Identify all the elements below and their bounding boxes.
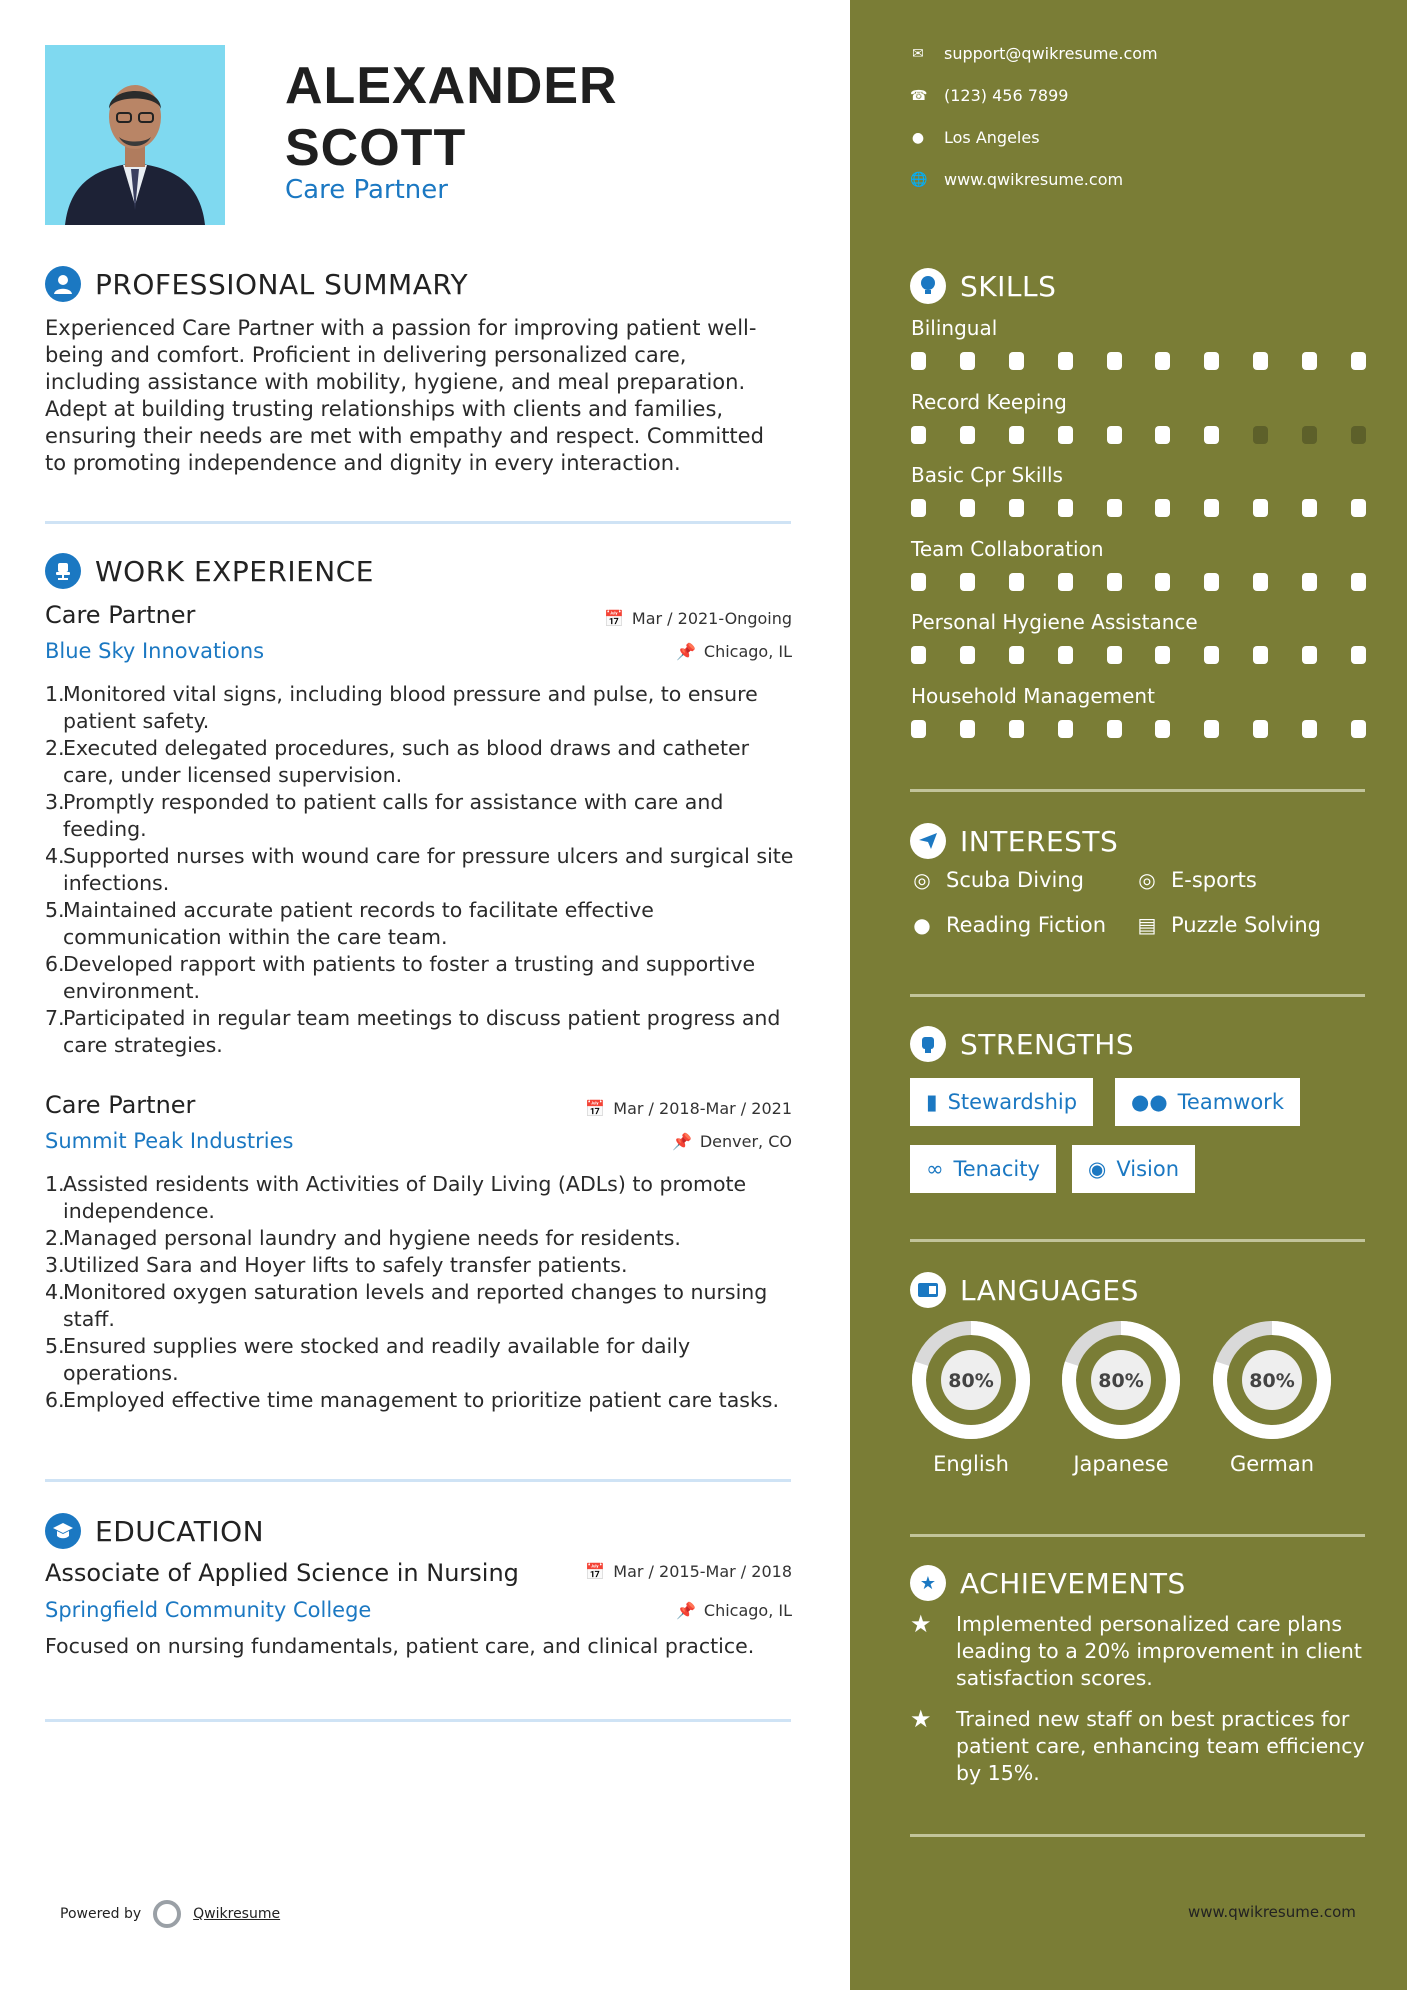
- person-portrait-image: [45, 45, 225, 225]
- education-date-text: Mar / 2015-Mar / 2018: [613, 1562, 792, 1581]
- list-item: 1. Assisted residents with Activities of Daily Living (ADLs) to promote independence.: [45, 1172, 747, 1223]
- qwikresume-logo-icon: [153, 1900, 181, 1928]
- skill-dot: [1155, 499, 1170, 517]
- contact-phone-text: (123) 456 7899: [944, 86, 1069, 105]
- strength-tag: [1072, 1145, 1195, 1193]
- experience-heading: [45, 553, 374, 589]
- skill-dot: [1107, 720, 1122, 738]
- name-line-first: ALEXANDER: [285, 57, 618, 115]
- calendar-icon: 📅: [585, 1562, 606, 1581]
- skill-dot: [1302, 646, 1317, 664]
- list-item: 4. Monitored oxygen saturation levels and reported changes to nursing staff.: [45, 1280, 768, 1331]
- name-line-last: SCOTT: [285, 119, 467, 177]
- job-location: [672, 1132, 792, 1151]
- language-name: German: [1229, 1452, 1315, 1476]
- language-item: [909, 1318, 1033, 1476]
- skill-dot: [1302, 499, 1317, 517]
- strengths-heading-text: STRENGTHS: [960, 1027, 1135, 1061]
- strength-label: Vision: [1116, 1157, 1179, 1181]
- fist-icon: [910, 1026, 946, 1062]
- skill-name: Household Management: [911, 683, 1155, 708]
- skill-dot: [960, 499, 975, 517]
- list-item: 4. Supported nurses with wound care for pressure ulcers and surgical site infections.: [45, 844, 794, 895]
- skill-dot: [1204, 646, 1219, 664]
- divider: [45, 1719, 791, 1722]
- language-gauge: [1210, 1318, 1334, 1442]
- pin-icon: 📌: [675, 1601, 696, 1620]
- profile-photo: [45, 45, 225, 225]
- skill-dot: [1253, 573, 1268, 591]
- strength-label: Teamwork: [1177, 1090, 1284, 1114]
- candidate-title: Care Partner: [285, 175, 448, 205]
- skill-dot: [911, 720, 926, 738]
- job-location: [676, 642, 792, 661]
- divider: [910, 994, 1365, 997]
- life-ring-icon: ◎: [913, 868, 931, 892]
- skill-dot: [1009, 499, 1024, 517]
- language-percent: 80%: [948, 1370, 994, 1392]
- skill-dot: [1009, 426, 1024, 444]
- job-bullets: [45, 681, 800, 1059]
- calendar-icon: 📅: [603, 609, 624, 628]
- skills-heading-text: SKILLS: [960, 269, 1057, 303]
- education-description: Focused on nursing fundamentals, patient care, and clinical practice.: [45, 1634, 755, 1658]
- languages-heading: [910, 1272, 1139, 1308]
- contact-website-text: www.qwikresume.com: [944, 170, 1124, 189]
- skill-dot: [1058, 499, 1073, 517]
- education-date: [585, 1562, 792, 1581]
- skill-name: Record Keeping: [911, 389, 1067, 414]
- skill-name: Personal Hygiene Assistance: [911, 610, 1198, 634]
- users-icon: ●●: [1131, 1090, 1168, 1114]
- skill-level-dots: [911, 352, 1366, 370]
- list-item: 6. Developed rapport with patients to foster a trusting and supportive environment.: [45, 952, 756, 1003]
- skill-dot: [960, 720, 975, 738]
- list-item: 3. Promptly responded to patient calls for assistance with care and feeding.: [45, 790, 724, 841]
- skill-dot: [960, 573, 975, 591]
- globe-icon: 🌐: [910, 171, 928, 188]
- book-icon: ▤: [1137, 913, 1157, 937]
- contact-location-text: Los Angeles: [944, 128, 1040, 147]
- list-item: 2. Executed delegated procedures, such as blood draws and catheter care, under licensed supervision.: [45, 736, 750, 787]
- strength-label: Stewardship: [947, 1090, 1078, 1114]
- skill-dot: [1253, 352, 1268, 370]
- skill-dot: [1204, 573, 1219, 591]
- skill-dot: [1058, 646, 1073, 664]
- achievement-text: Trained new staff on best practices for patient care, enhancing team efficiency by 15%.: [956, 1707, 1365, 1785]
- skill-dot: [1253, 720, 1268, 738]
- skill-dot: [1302, 573, 1317, 591]
- divider: [910, 1239, 1365, 1242]
- user-icon: [45, 266, 81, 302]
- skill-dot: [1009, 573, 1024, 591]
- strength-label: Tenacity: [953, 1157, 1040, 1181]
- experience-heading-text: WORK EXPERIENCE: [95, 554, 374, 588]
- skill-dot: [1058, 352, 1073, 370]
- interest-item: [1135, 913, 1321, 937]
- binoculars-icon: ◉: [1088, 1157, 1107, 1181]
- skill-level-dots: [911, 499, 1366, 517]
- education-location: [676, 1601, 792, 1620]
- briefcase-icon: ▮: [926, 1090, 938, 1114]
- calendar-icon: 📅: [585, 1099, 606, 1118]
- skill-dot: [1351, 720, 1366, 738]
- divider: [45, 1479, 791, 1482]
- summary-text: Experienced Care Partner with a passion for improving patient well-being and comfort. Proficient in delivering personalized care, including assistance with mobility, hygiene, and meal preparation. Adept at building trusting relationships with clients and families, ensuring their needs are met with empathy and respect. Committed to promoting independence and dignity in every interaction.: [45, 316, 764, 475]
- skill-dot: [1204, 499, 1219, 517]
- skill-dot: [1155, 573, 1170, 591]
- skill-dot: [1009, 352, 1024, 370]
- skill-dot: [960, 646, 975, 664]
- contact-website[interactable]: [910, 170, 1123, 189]
- language-icon: [910, 1272, 946, 1308]
- skill-dot: [911, 646, 926, 664]
- list-item: 5. Maintained accurate patient records to facilitate effective communication within the care team.: [45, 898, 654, 949]
- powered-by-label: Powered by: [60, 1906, 142, 1922]
- divider: [910, 1534, 1365, 1537]
- language-percent: 80%: [1249, 1370, 1295, 1392]
- qwikresume-link[interactable]: Qwikresume: [193, 1906, 281, 1922]
- education-heading: [45, 1513, 264, 1549]
- job-date-text: Mar / 2018-Mar / 2021: [613, 1099, 792, 1118]
- skill-level-dots: [911, 646, 1366, 664]
- skill-dot: [1351, 352, 1366, 370]
- skill-dot: [1058, 573, 1073, 591]
- interest-label: Puzzle Solving: [1171, 913, 1321, 937]
- company-name: Summit Peak Industries: [45, 1129, 294, 1153]
- footer-powered: [60, 1900, 280, 1928]
- school-name: Springfield Community College: [45, 1598, 372, 1622]
- pin-icon: 📌: [671, 1132, 692, 1151]
- contact-location: [910, 128, 1040, 147]
- skill-dot: [1253, 426, 1268, 444]
- phone-icon: ☎: [910, 87, 928, 104]
- skill-dot: [1204, 352, 1219, 370]
- list-item: 1. Monitored vital signs, including blood pressure and pulse, to ensure patient safety.: [45, 682, 758, 733]
- skill-dot: [1351, 646, 1366, 664]
- skill-dot: [1058, 720, 1073, 738]
- interests-heading-text: INTERESTS: [960, 824, 1119, 858]
- envelope-icon: ✉: [912, 45, 924, 62]
- skill-dot: [960, 352, 975, 370]
- skill-level-dots: [911, 720, 1366, 738]
- language-name: Japanese: [1073, 1452, 1169, 1476]
- skill-dot: [1107, 573, 1122, 591]
- contact-phone[interactable]: [910, 86, 1068, 105]
- interest-label: Scuba Diving: [946, 868, 1084, 892]
- skill-dot: [1107, 499, 1122, 517]
- degree-title: Associate of Applied Science in Nursing: [45, 1559, 519, 1587]
- skill-dot: [1155, 352, 1170, 370]
- gamepad-icon: ●: [913, 913, 931, 937]
- skill-dot: [1107, 352, 1122, 370]
- interest-label: E-sports: [1171, 868, 1257, 892]
- skill-dot: [1302, 352, 1317, 370]
- skills-heading: [910, 268, 1056, 304]
- interests-heading: [910, 823, 1118, 859]
- list-item: 5. Ensured supplies were stocked and readily available for daily operations.: [45, 1334, 691, 1385]
- skill-dot: [1204, 720, 1219, 738]
- divider: [910, 1834, 1365, 1837]
- skill-level-dots: [911, 426, 1366, 444]
- skill-name: Bilingual: [911, 316, 998, 340]
- achievement-item: [910, 1706, 1370, 1787]
- skill-level-dots: [911, 573, 1366, 591]
- skill-dot: [1155, 426, 1170, 444]
- candidate-name: [285, 55, 618, 179]
- graduation-cap-icon: [45, 1513, 81, 1549]
- job-title: Care Partner: [45, 1091, 196, 1119]
- skill-dot: [1253, 499, 1268, 517]
- skill-dot: [1009, 720, 1024, 738]
- list-item: 3. Utilized Sara and Hoyer lifts to safely transfer patients.: [45, 1253, 628, 1277]
- education-location-text: Chicago, IL: [703, 1601, 792, 1620]
- lightbulb-icon: [910, 268, 946, 304]
- job-bullets: [45, 1171, 800, 1414]
- skill-dot: [1351, 426, 1366, 444]
- education-heading-text: EDUCATION: [95, 1514, 265, 1548]
- star-icon: ★: [910, 1705, 932, 1733]
- skill-dot: [911, 426, 926, 444]
- job-date: [604, 609, 792, 628]
- summary-heading: [45, 266, 468, 302]
- skill-dot: [1351, 499, 1366, 517]
- skill-dot: [960, 426, 975, 444]
- language-gauge: [1059, 1318, 1183, 1442]
- skill-dot: [1009, 646, 1024, 664]
- skill-dot: [911, 499, 926, 517]
- star-icon: ★: [910, 1610, 932, 1638]
- job-title: Care Partner: [45, 601, 196, 629]
- contact-email[interactable]: [910, 44, 1158, 63]
- skill-dot: [1204, 426, 1219, 444]
- skill-dot: [1302, 426, 1317, 444]
- list-item: 2. Managed personal laundry and hygiene needs for residents.: [45, 1226, 681, 1250]
- skill-dot: [1058, 426, 1073, 444]
- skill-dot: [1155, 646, 1170, 664]
- language-name: English: [933, 1452, 1009, 1476]
- skill-dot: [1107, 646, 1122, 664]
- interest-label: Reading Fiction: [946, 913, 1107, 937]
- skill-dot: [911, 573, 926, 591]
- job-date: [585, 1099, 792, 1118]
- skill-dot: [911, 352, 926, 370]
- achievement-text: Implemented personalized care plans leading to a 20% improvement in client satisfaction scores.: [956, 1612, 1362, 1690]
- company-name: Blue Sky Innovations: [45, 639, 265, 663]
- strengths-heading: [910, 1026, 1134, 1062]
- achievements-heading: [910, 1565, 1186, 1601]
- list-item: 7. Participated in regular team meetings to discuss patient progress and care strategies.: [45, 1006, 781, 1057]
- map-marker-icon: ●: [911, 129, 925, 146]
- skill-dot: [1302, 720, 1317, 738]
- language-gauge: [909, 1318, 1033, 1442]
- footer-url[interactable]: www.qwikresume.com: [1188, 1903, 1356, 1921]
- job-location-text: Denver, CO: [699, 1132, 792, 1151]
- strength-tag: [910, 1078, 1093, 1126]
- summary-heading-text: PROFESSIONAL SUMMARY: [95, 267, 469, 301]
- skill-dot: [1253, 646, 1268, 664]
- strength-tag: [1115, 1078, 1300, 1126]
- skill-dot: [1107, 426, 1122, 444]
- list-item: 6. Employed effective time management to prioritize patient care tasks.: [45, 1388, 780, 1412]
- life-ring-icon: ◎: [1138, 868, 1156, 892]
- job-location-text: Chicago, IL: [703, 642, 792, 661]
- pin-icon: 📌: [675, 642, 696, 661]
- contact-email-text: support@qwikresume.com: [944, 44, 1158, 63]
- skill-name: Team Collaboration: [911, 536, 1104, 561]
- link-icon: ∞: [926, 1157, 944, 1181]
- achievements-heading-text: ACHIEVEMENTS: [960, 1566, 1186, 1600]
- paper-plane-icon: [910, 823, 946, 859]
- language-item: [1059, 1318, 1183, 1476]
- interest-item: [910, 913, 1106, 937]
- skill-name: Basic Cpr Skills: [911, 463, 1063, 487]
- language-item: [1210, 1318, 1334, 1476]
- language-percent: 80%: [1098, 1370, 1144, 1392]
- job-date-text: Mar / 2021-Ongoing: [631, 609, 792, 628]
- divider: [45, 521, 791, 524]
- strength-tag: [910, 1145, 1056, 1193]
- achievement-item: [910, 1611, 1370, 1692]
- office-chair-icon: [45, 553, 81, 589]
- interest-item: [910, 868, 1084, 892]
- languages-heading-text: LANGUAGES: [960, 1273, 1139, 1307]
- skill-dot: [1351, 573, 1366, 591]
- interest-item: [1135, 868, 1257, 892]
- skill-dot: [1155, 720, 1170, 738]
- divider: [910, 789, 1365, 792]
- star-badge-icon: ★: [910, 1565, 946, 1601]
